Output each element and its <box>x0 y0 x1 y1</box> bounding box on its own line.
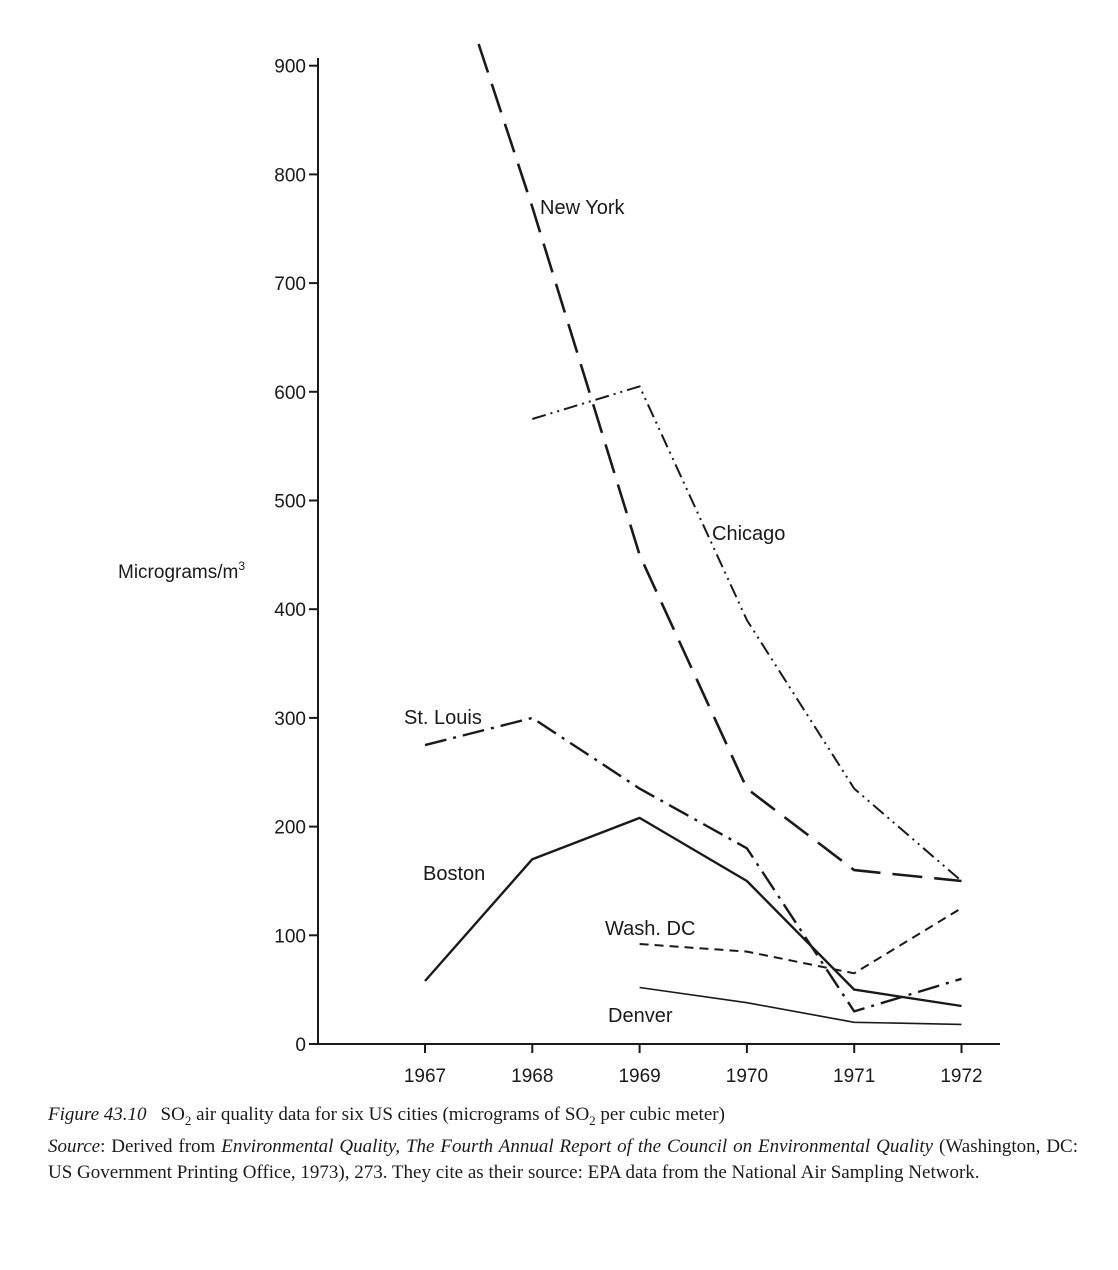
x-ticks <box>404 1044 983 1087</box>
y-tick-label: 500 <box>274 491 306 513</box>
y-tick-label: 800 <box>274 165 306 187</box>
y-tick-label: 100 <box>274 926 306 948</box>
series-line-boston <box>425 818 962 1006</box>
series-line-denver <box>640 988 962 1025</box>
chart-axes <box>318 58 1000 1044</box>
series-line-new-york <box>479 44 962 881</box>
series-label-denver: Denver <box>608 1005 673 1027</box>
figure-number: Figure 43.10 <box>48 1104 147 1125</box>
y-tick-label: 400 <box>274 600 306 622</box>
y-tick-label: 200 <box>274 817 306 839</box>
series-label-wash-dc: Wash. DC <box>605 918 696 940</box>
series-label-boston: Boston <box>423 863 486 885</box>
figure-caption: Figure 43.10 $SO_2$ air quality data for six US cities (micrograms of $SO_2$ per cubic meter) Source: Derived from Environmental Quality, The Fourth Annual Report of the Council on Environmental Quality (Washington, DC: US Government Printing Office, 1973), 273. They cite as their source: EPA data from the National Air Sampling Network. <box>48 1104 1079 1183</box>
x-tick-label: 1970 <box>725 1066 769 1087</box>
y-axis-label: Micrograms/$m^3$ <box>118 559 246 583</box>
series-labels <box>404 197 785 1027</box>
y-tick-label: 300 <box>274 708 306 730</box>
x-tick-label: 1969 <box>618 1066 661 1087</box>
source-title: Environmental Quality, The Fourth Annual Report of the Council on Environmental Quality <box>221 1135 934 1157</box>
series-line-st-louis <box>425 718 962 1012</box>
y-ticks <box>274 57 318 1056</box>
x-tick-label: 1971 <box>833 1066 876 1087</box>
y-tick-label: 700 <box>274 274 306 296</box>
x-tick-label: 1972 <box>940 1066 983 1087</box>
series-line-chicago <box>532 386 961 881</box>
series-label-chicago: Chicago <box>712 523 786 545</box>
series-lines <box>425 44 962 1024</box>
source-label: Source <box>48 1135 101 1157</box>
x-tick-label: 1968 <box>511 1066 554 1087</box>
y-tick-label: 900 <box>274 56 306 78</box>
y-tick-label: 600 <box>274 382 306 404</box>
series-label-new-york: New York <box>540 197 625 219</box>
series-label-st-louis: St. Louis <box>404 707 482 729</box>
x-tick-label: 1967 <box>403 1066 447 1087</box>
y-tick-label: 0 <box>295 1035 306 1056</box>
